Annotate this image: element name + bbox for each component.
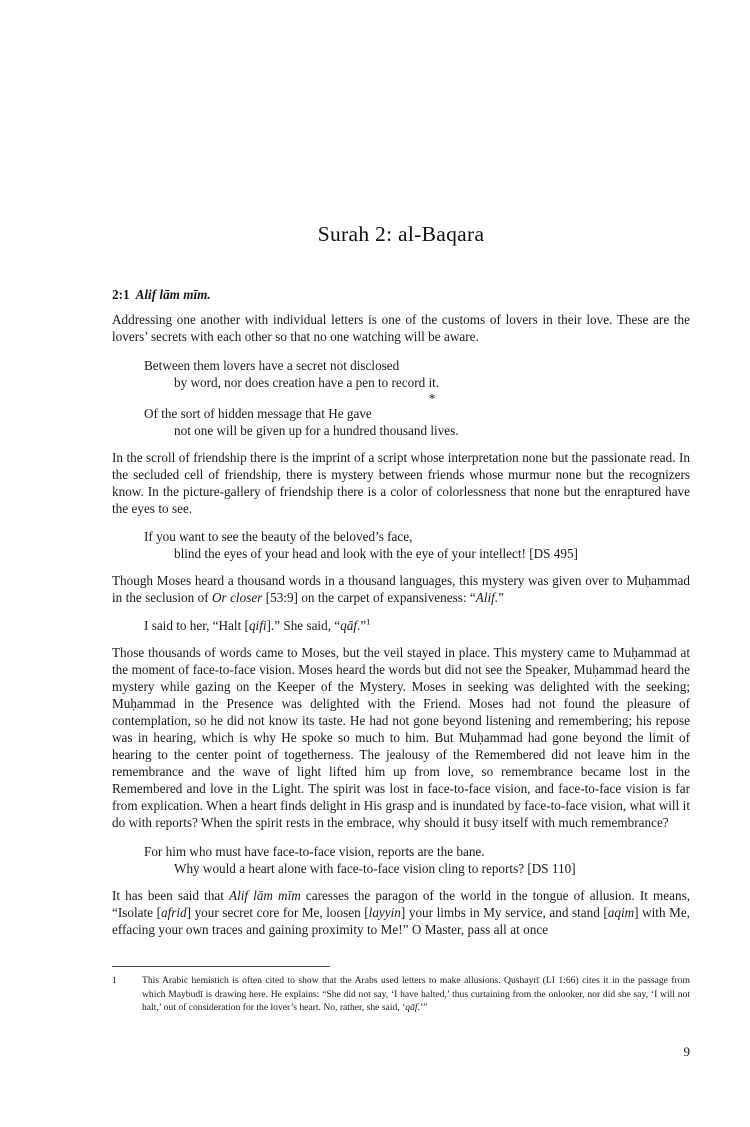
dialogue-text-c: .”	[357, 618, 367, 634]
paragraph-6-text-a: It has been said that	[112, 887, 230, 903]
footnote-body	[142, 974, 690, 1015]
footnote-area	[112, 966, 690, 1015]
page-number: 9	[683, 1044, 690, 1059]
paragraph-3-text-c: ”	[498, 590, 504, 606]
paragraph-2: In the scroll of friendship there is the imprint of a script whose interpretation none but the passionate read. In the secluded cell of friendship, there is mystery between friends whose murmur none but the recognizers know. In the picture-gallery of friendship there is a color of colorlessness that none but the enraptured have the eyes to see.	[112, 449, 690, 516]
paragraph-1: Addressing one another with individual letters is one of the customs of lovers in their love. These are the lovers’ secrets with each other so that no one watching will be aware.	[112, 312, 690, 345]
paragraph-6-text-d: ] your limbs in My service, and stand [	[400, 904, 608, 920]
paragraph-3-text-b: [53:9] on the carpet of expansiveness: “	[262, 590, 476, 606]
poem-line: by word, nor does creation have a pen to record it.	[174, 374, 440, 390]
poem-line: blind the eyes of your head and look with the eye of your intellect! [DS 495]	[174, 546, 578, 562]
poem-line: Why would a heart alone with face-to-face vision cling to reports? [DS 110]	[174, 860, 576, 876]
quoted-dialogue	[112, 618, 690, 635]
paragraph-3	[112, 573, 690, 607]
paragraph-6-text-e: ] with Me, effacing your own traces and gaining proximity to Me!” O Master, pass all at once	[112, 904, 690, 937]
page-content	[112, 0, 690, 939]
arabic-term-alif-lam-mim: Alif lām mīm	[229, 887, 301, 903]
quran-citation-or-closer: Or closer	[212, 590, 263, 606]
verse-number: 2:1	[112, 287, 130, 302]
dialogue-text-a: I said to her, “Halt [	[144, 618, 249, 634]
poem-line: For him who must have face-to-face vision, reports are the bane.	[144, 843, 485, 859]
poem-line: Between them lovers have a secret not disclosed	[144, 358, 400, 373]
arabic-term-afrid: afrid	[160, 904, 187, 920]
poem-separator: *	[428, 390, 436, 406]
verse-text: Alif lām mīm.	[135, 287, 211, 302]
poem-block-3	[112, 844, 690, 878]
arabic-term-aqim: aqim	[607, 904, 635, 920]
poem-line: If you want to see the beauty of the beloved’s face,	[144, 529, 413, 545]
page-title: Surah 2: al-Baqara	[317, 222, 485, 246]
arabic-term-alif: Alif.	[475, 590, 499, 606]
footnote-text-a: This Arabic hemistich is often cited to show that the Arabs used letters to make allusions. Qushayrī (LI 1:66) cites it in the passage from which Maybudī is drawing here. He explains: “She did not say, ‘I have halted,’ thus curtaining from the onlooker, nor did she say, ‘I will not halt,’ out of consideration for the lover’s heart. No, rather, she said, ‘	[142, 975, 690, 1014]
footnote-arabic-term-qaf: qāf	[405, 1002, 418, 1014]
footnote-text-b: .’”	[417, 1002, 428, 1014]
footnote-marker: 1	[112, 975, 117, 986]
footnote-reference-1[interactable]: 1	[366, 616, 371, 627]
dialogue-text-b: ].” She said, “	[266, 618, 341, 634]
poem-line: Of the sort of hidden message that He gave	[144, 405, 372, 421]
poem-block-1	[112, 358, 690, 440]
paragraph-5: Those thousands of words came to Moses, but the veil stayed in place. This mystery came to Muḥammad at the moment of face-to-face vision. Moses heard the words but did not see the Speaker, Muḥammad heard the mystery while gazing on the Keeper of the Mystery. Moses in seeking was delighted with the seeking; Muḥammad in the Presence was delighted with the Friend. Moses had not found the pleasure of contemplation, so he did not know its taste. He had not gone beyond listening and remembering; his repose was in hearing, which is why He spoke so much to him. But Muḥammad had gone beyond the limit of hearing to the center point of togetherness. The jealousy of the Remembered did not leave him in the remembrance and the wave of light lifted him up from love, so remembrance became lost in the Remembered and love in the Light. The spirit was lost in face-to-face vision, and face-to-face vision is far from explication. When a heart finds delight in His grasp and is inundated by face-to-face vision, what will it do with reports? When the spirit rests in the embrace, why should it busy itself with much remembrance?	[112, 645, 690, 830]
poem-line: not one will be given up for a hundred thousand lives.	[174, 422, 459, 438]
paragraph-6	[112, 888, 690, 939]
arabic-term-layyin: layyin	[368, 904, 401, 920]
verse-heading	[112, 287, 690, 303]
arabic-term-qifi: qifi	[248, 618, 267, 634]
arabic-term-qaf: qāf	[340, 618, 357, 634]
footnote-item	[112, 974, 690, 1015]
poem-block-2	[112, 529, 690, 563]
paragraph-6-text-b: caresses the paragon of the world in the tongue of allusion. It means, “Isolate [	[112, 887, 690, 920]
paragraph-3-text-a: Though Moses heard a thousand words in a thousand languages, this mystery was given over to Muḥammad in the seclusion of	[112, 573, 690, 606]
footnote-separator-rule	[112, 966, 330, 967]
paragraph-6-text-c: ] your secret core for Me, loosen [	[186, 904, 369, 920]
